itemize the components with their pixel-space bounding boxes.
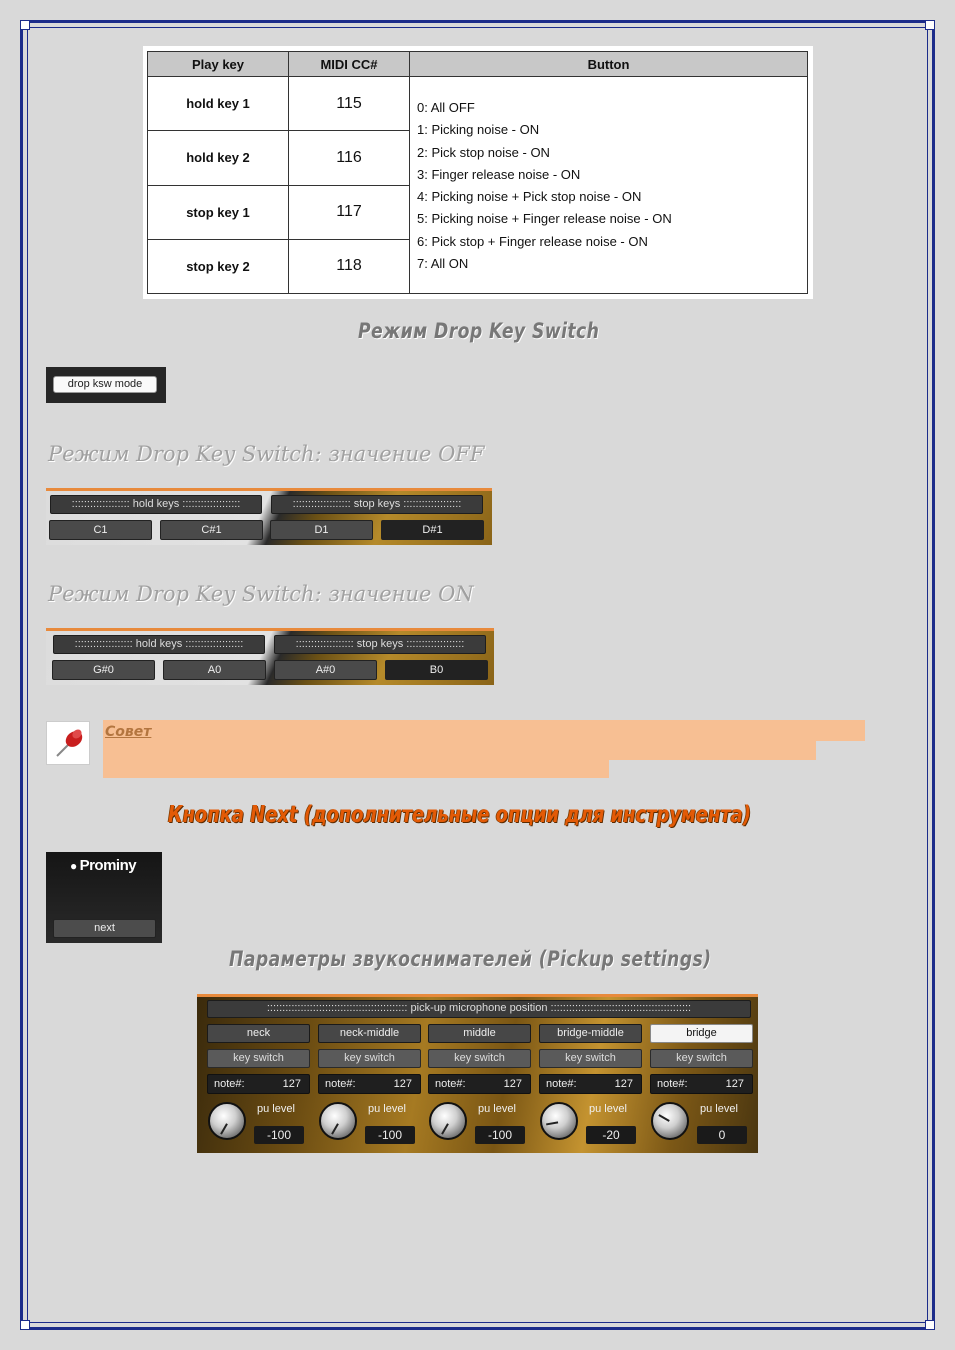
note-value: 127: [725, 1078, 744, 1090]
header-midi-cc: MIDI CC#: [289, 52, 410, 77]
header-play-key: Play key: [148, 52, 289, 77]
button-list-item: 3: Finger release noise - ON: [417, 166, 581, 182]
key-switch-button[interactable]: key switch: [650, 1049, 753, 1068]
pu-level-label: pu level: [478, 1103, 516, 1115]
ksw-panel-off: [46, 488, 492, 545]
note-label: note#:: [325, 1078, 356, 1090]
note-field[interactable]: [428, 1074, 531, 1094]
cc-cell: 117: [289, 185, 410, 239]
button-list-item: 2: Pick stop noise - ON: [417, 144, 550, 160]
pu-level-label: pu level: [589, 1103, 627, 1115]
play-key-cell: stop key 1: [148, 185, 289, 239]
tip-highlight: [103, 741, 816, 760]
pu-level-knob[interactable]: [651, 1102, 689, 1140]
pu-level-knob[interactable]: [208, 1102, 246, 1140]
next-button[interactable]: next: [53, 919, 156, 938]
pu-level-value: -100: [475, 1126, 525, 1144]
button-list-item: 7: All ON: [417, 256, 469, 272]
note-field[interactable]: [207, 1074, 310, 1094]
pu-level-knob[interactable]: [540, 1102, 578, 1140]
position-button-neck[interactable]: neck: [207, 1024, 310, 1043]
table-row: [148, 77, 808, 131]
heading-off: Режим Drop Key Switch: значение OFF: [48, 442, 485, 466]
note-label: note#:: [214, 1078, 245, 1090]
button-list-item: 0: All OFF: [417, 100, 475, 115]
note-value: 127: [503, 1078, 522, 1090]
button-list-item: 5: Picking noise + Finger release noise - ON: [417, 211, 672, 227]
tip-highlight: [103, 760, 609, 778]
key-switch-button[interactable]: key switch: [539, 1049, 642, 1068]
pickup-header: :::::::::::::::::::::::::::::::::::::::::::::: pick-up microphone position ::::::::::::::::::::::::::::::::::::::::::::::: [207, 1000, 751, 1018]
note-label: note#:: [435, 1078, 466, 1090]
key-switch-button[interactable]: key switch: [428, 1049, 531, 1068]
note-value: 127: [393, 1078, 412, 1090]
cc-cell: 116: [289, 131, 410, 185]
cc-cell: 115: [289, 77, 410, 131]
frame-corner: [20, 20, 30, 30]
button-list-item: 6: Pick stop + Finger release noise - ON: [417, 233, 648, 249]
next-widget: [46, 852, 162, 943]
pu-level-label: pu level: [368, 1103, 406, 1115]
position-button-middle[interactable]: middle: [428, 1024, 531, 1043]
stop-key-2-button[interactable]: D#1: [381, 520, 484, 540]
position-button-bridge[interactable]: bridge: [650, 1024, 753, 1043]
play-key-cell: hold key 2: [148, 131, 289, 185]
note-label: note#:: [546, 1078, 577, 1090]
heading-pickup: Параметры звукоснимателей (Pickup settings): [229, 947, 712, 971]
play-key-cell: hold key 1: [148, 77, 289, 131]
play-key-cell: stop key 2: [148, 239, 289, 293]
note-field[interactable]: [539, 1074, 642, 1094]
stop-keys-header: ::::::::::::::::::: stop keys :::::::::::::::::::: [271, 495, 483, 514]
hold-keys-header: ::::::::::::::::::: hold keys :::::::::::::::::::: [53, 635, 265, 654]
pu-level-knob[interactable]: [319, 1102, 357, 1140]
hold-key-2-button[interactable]: C#1: [160, 520, 263, 540]
frame-corner: [925, 20, 935, 30]
drop-ksw-widget: [46, 367, 166, 403]
tip-label: Совет: [105, 724, 152, 740]
pu-level-value: -20: [586, 1126, 636, 1144]
pickup-panel: [197, 994, 758, 1153]
pu-level-value: -100: [254, 1126, 304, 1144]
note-label: note#:: [657, 1078, 688, 1090]
note-field[interactable]: [318, 1074, 421, 1094]
position-button-bridge-middle[interactable]: bridge-middle: [539, 1024, 642, 1043]
button-list-cell: [410, 77, 808, 294]
frame-corner: [20, 1320, 30, 1330]
cc-cell: 118: [289, 239, 410, 293]
header-button: Button: [410, 52, 808, 77]
note-value: 127: [282, 1078, 301, 1090]
table-header-row: [148, 52, 808, 77]
stop-key-1-button[interactable]: A#0: [274, 660, 377, 680]
hold-keys-header: ::::::::::::::::::: hold keys :::::::::::::::::::: [50, 495, 262, 514]
pu-level-knob[interactable]: [429, 1102, 467, 1140]
hold-key-1-button[interactable]: C1: [49, 520, 152, 540]
stop-keys-header: ::::::::::::::::::: stop keys :::::::::::::::::::: [274, 635, 486, 654]
stop-key-1-button[interactable]: D1: [270, 520, 373, 540]
button-list-item: 4: Picking noise + Pick stop noise - ON: [417, 189, 642, 205]
heading-on: Режим Drop Key Switch: значение ON: [48, 582, 474, 606]
drop-ksw-mode-button[interactable]: drop ksw mode: [53, 376, 157, 393]
cc-table-container: [143, 46, 813, 299]
hold-key-1-button[interactable]: G#0: [52, 660, 155, 680]
pu-level-value: -100: [365, 1126, 415, 1144]
hold-key-2-button[interactable]: A0: [163, 660, 266, 680]
cc-table: [147, 51, 808, 294]
note-value: 127: [614, 1078, 633, 1090]
position-button-neck-middle[interactable]: neck-middle: [318, 1024, 421, 1043]
heading-next: Кнопка Next (дополнительные опции для инструмента): [168, 802, 752, 828]
frame-corner: [925, 1320, 935, 1330]
key-switch-button[interactable]: key switch: [207, 1049, 310, 1068]
pu-level-label: pu level: [257, 1103, 295, 1115]
pu-level-label: pu level: [700, 1103, 738, 1115]
key-switch-button[interactable]: key switch: [318, 1049, 421, 1068]
button-list-item: 1: Picking noise - ON: [417, 122, 540, 138]
pu-level-value: 0: [697, 1126, 747, 1144]
prominy-logo: ● Prominy: [70, 857, 137, 874]
tip-highlight: [103, 720, 865, 741]
pushpin-icon: [46, 721, 90, 765]
ksw-panel-on: [46, 628, 494, 685]
heading-drop-key-switch: Режим Drop Key Switch: [358, 319, 600, 343]
note-field[interactable]: [650, 1074, 753, 1094]
stop-key-2-button[interactable]: B0: [385, 660, 488, 680]
